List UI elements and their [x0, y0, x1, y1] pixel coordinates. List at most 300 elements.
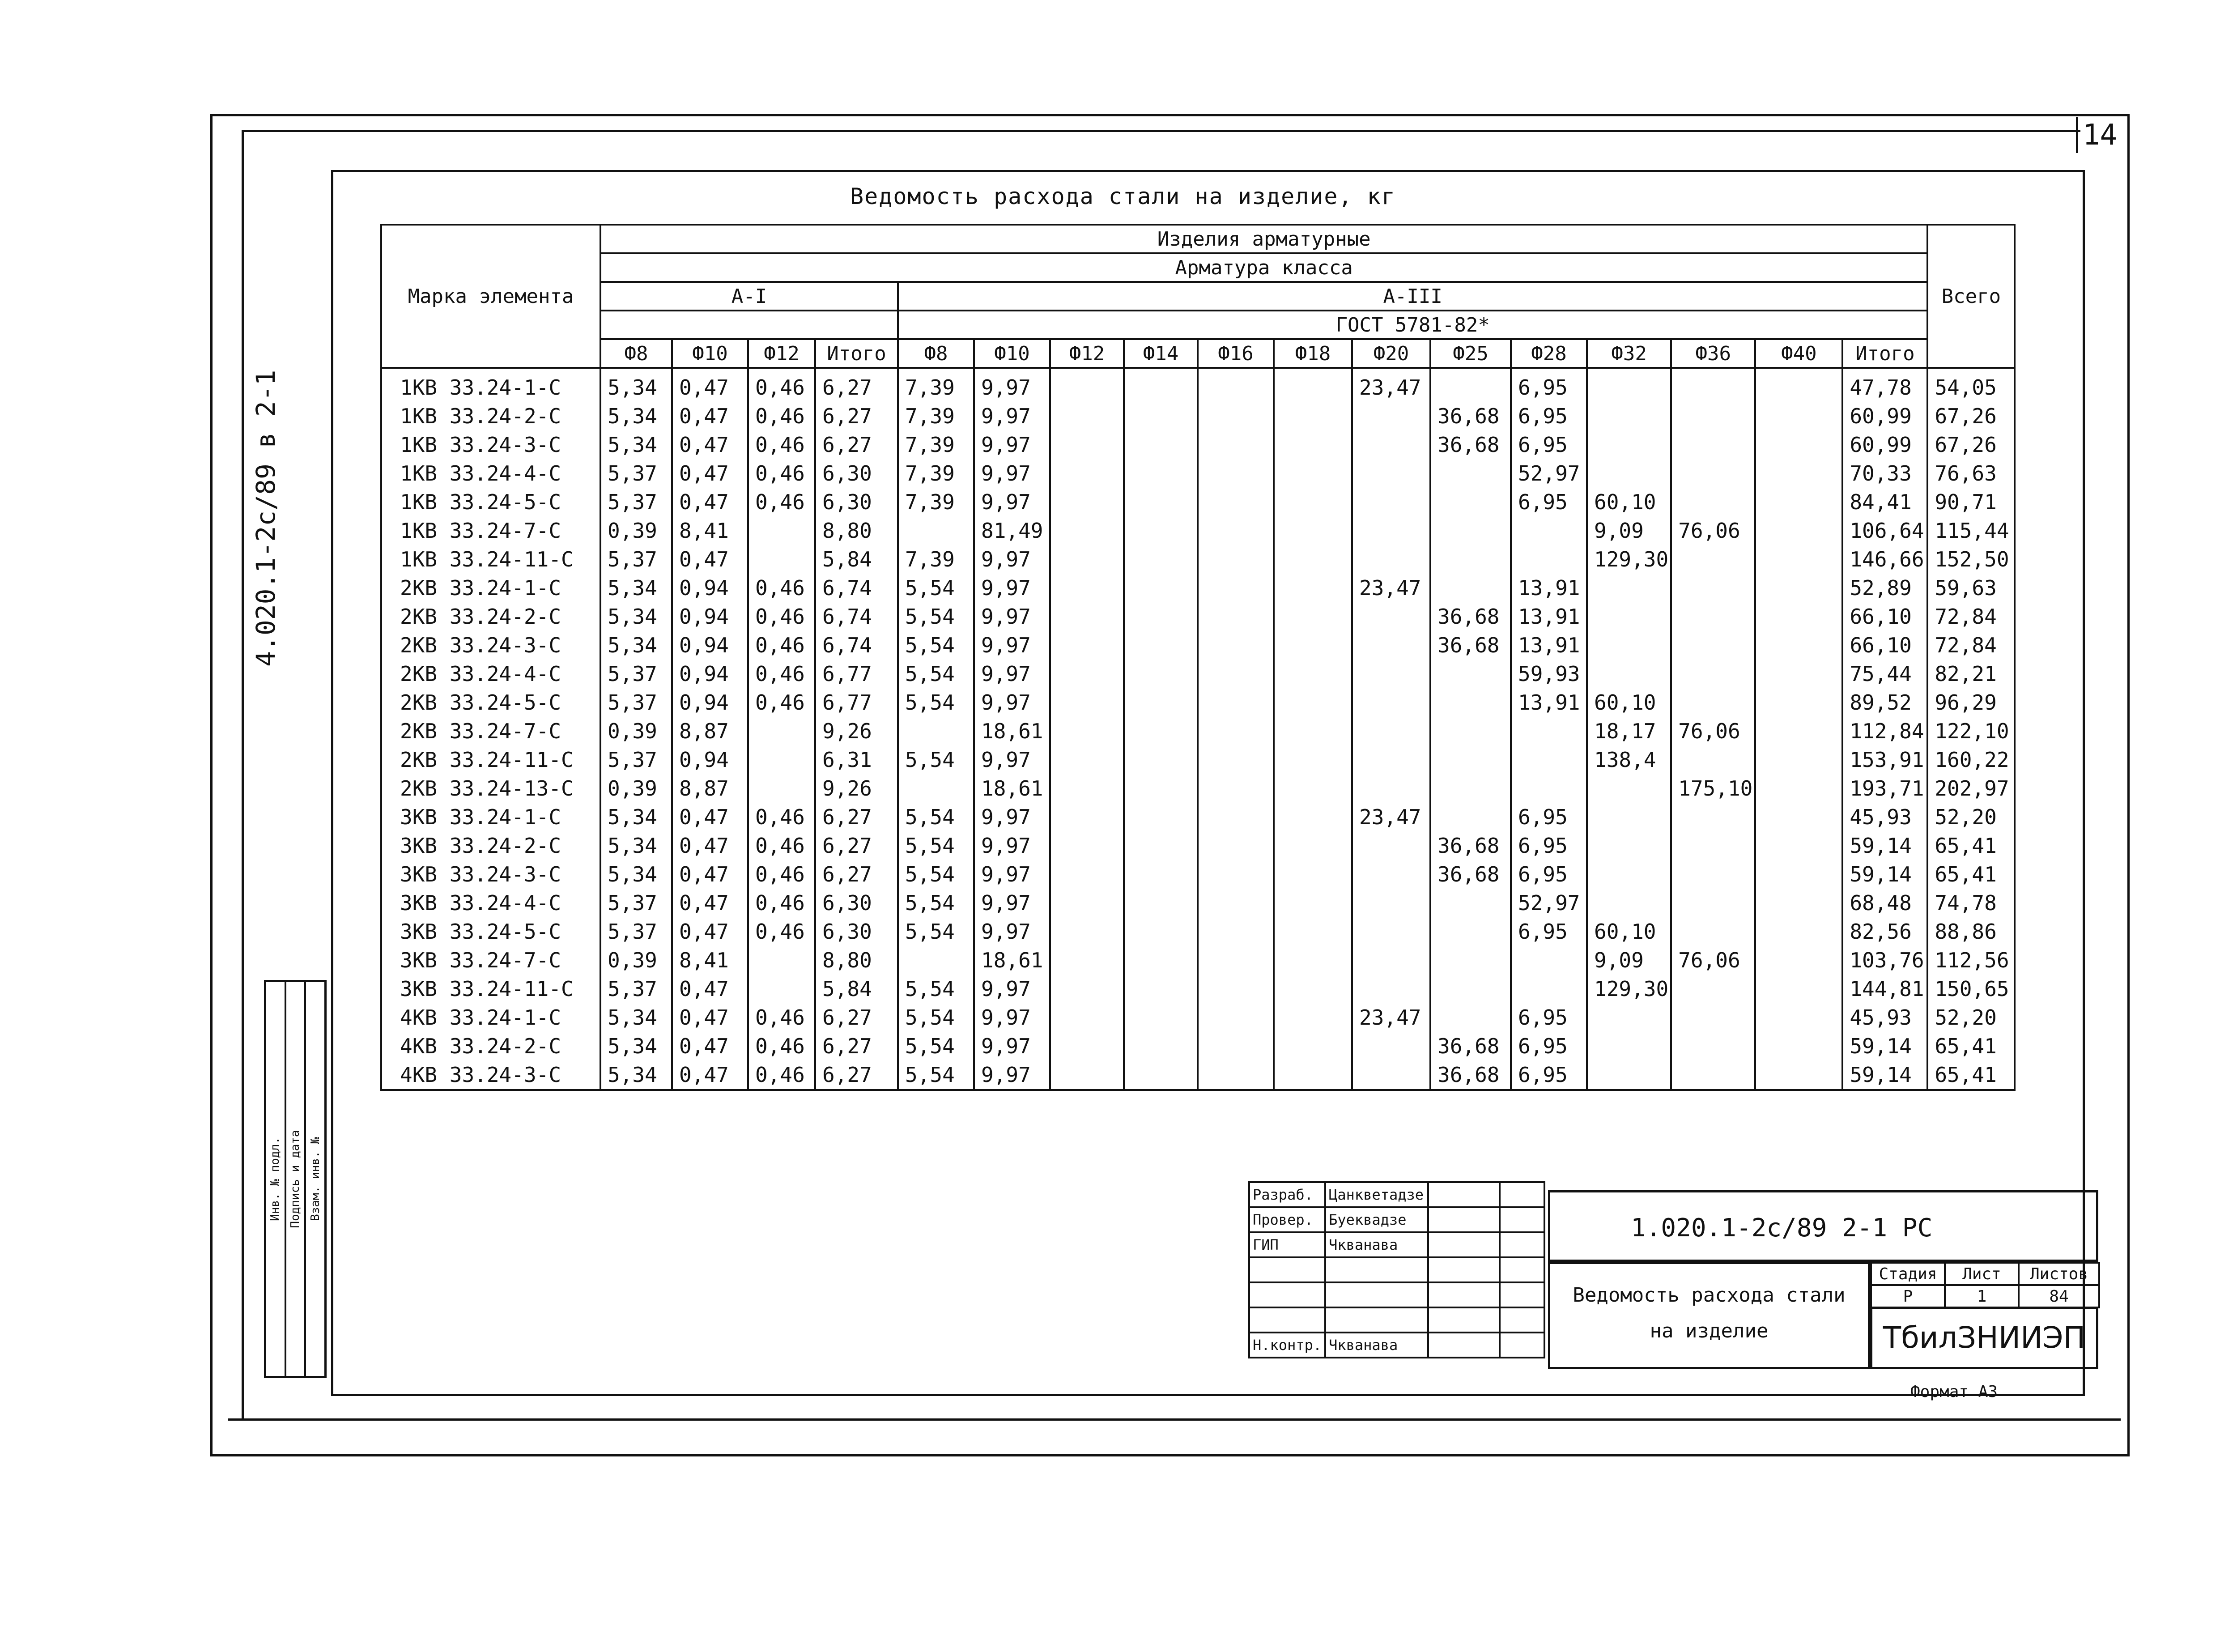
row-value: 5,34	[600, 860, 672, 889]
row-value	[1671, 831, 1755, 860]
row-value: 36,68	[1430, 1060, 1511, 1090]
table-row	[381, 860, 2015, 889]
spacer-cell	[1430, 368, 1511, 373]
stamp-date	[1500, 1307, 1544, 1333]
row-value	[1755, 803, 1842, 831]
row-value	[1274, 803, 1352, 831]
side-stamp-label: Взам. инв. №	[308, 1137, 322, 1221]
stamp-name	[1325, 1307, 1428, 1333]
row-value	[1050, 975, 1124, 1003]
row-value: 13,91	[1511, 631, 1587, 660]
row-value	[1671, 545, 1755, 574]
row-value: 0,46	[748, 803, 815, 831]
row-value: 5,37	[600, 459, 672, 488]
row-value	[1198, 516, 1274, 545]
row-value: 0,46	[748, 917, 815, 946]
row-mark: 3КВ 33.24-11-С	[381, 975, 600, 1003]
row-value: 0,94	[672, 574, 748, 602]
column-header: Ф25	[1430, 339, 1511, 368]
row-value: 52,20	[1927, 1003, 2015, 1032]
row-value: 36,68	[1430, 860, 1511, 889]
row-value: 75,44	[1842, 660, 1927, 688]
stamp-signature	[1428, 1307, 1500, 1333]
column-header: Ф8	[898, 339, 974, 368]
column-headers	[381, 339, 2015, 368]
stamp-signature	[1428, 1182, 1500, 1207]
row-value	[1124, 1060, 1198, 1090]
row-value	[1198, 831, 1274, 860]
row-value: 0,46	[748, 373, 815, 402]
row-value	[1050, 774, 1124, 803]
row-value	[1430, 545, 1511, 574]
row-value	[1430, 516, 1511, 545]
row-value	[1198, 574, 1274, 602]
row-value: 9,97	[974, 1003, 1050, 1032]
row-value	[1274, 889, 1352, 917]
stamp-row	[1249, 1207, 1544, 1232]
row-value: 45,93	[1842, 1003, 1927, 1032]
row-value	[748, 516, 815, 545]
row-value	[1755, 402, 1842, 430]
row-value	[1124, 688, 1198, 717]
row-mark: 2КВ 33.24-5-С	[381, 688, 600, 717]
row-value: 5,37	[600, 545, 672, 574]
row-value	[1511, 745, 1587, 774]
table-row	[381, 688, 2015, 717]
a1-header: А-I	[600, 282, 898, 311]
row-value: 9,97	[974, 631, 1050, 660]
side-stamp	[264, 980, 327, 1378]
row-value: 0,94	[672, 745, 748, 774]
row-value	[1198, 402, 1274, 430]
row-value: 9,97	[974, 745, 1050, 774]
row-value: 5,37	[600, 660, 672, 688]
row-value	[1198, 1060, 1274, 1090]
stamp-date	[1500, 1207, 1544, 1232]
row-value: 9,26	[815, 774, 898, 803]
row-value: 6,95	[1511, 831, 1587, 860]
row-value: 5,54	[898, 1032, 974, 1060]
row-value: 5,54	[898, 889, 974, 917]
table-row	[381, 946, 2015, 975]
row-value	[1050, 1003, 1124, 1032]
row-value	[1755, 660, 1842, 688]
row-value: 5,54	[898, 1060, 974, 1090]
row-mark: 2КВ 33.24-7-С	[381, 717, 600, 745]
column-header: Ф12	[1050, 339, 1124, 368]
row-value	[1124, 660, 1198, 688]
row-value: 5,54	[898, 917, 974, 946]
row-value	[1671, 574, 1755, 602]
row-value: 5,34	[600, 1032, 672, 1060]
row-value: 6,95	[1511, 860, 1587, 889]
row-value	[1274, 373, 1352, 402]
column-header: Ф36	[1671, 339, 1755, 368]
row-value: 9,97	[974, 660, 1050, 688]
stamp-name: Буеквадзе	[1325, 1207, 1428, 1232]
row-value: 81,49	[974, 516, 1050, 545]
row-value: 5,37	[600, 917, 672, 946]
table-row	[381, 631, 2015, 660]
table-row	[381, 717, 2015, 745]
row-value: 129,30	[1587, 975, 1671, 1003]
row-value	[1587, 1032, 1671, 1060]
row-value: 82,21	[1927, 660, 2015, 688]
row-value	[1198, 860, 1274, 889]
row-value	[1671, 688, 1755, 717]
row-mark: 4КВ 33.24-1-С	[381, 1003, 600, 1032]
row-value	[1587, 402, 1671, 430]
stamp-date	[1500, 1282, 1544, 1307]
row-value	[1755, 717, 1842, 745]
row-value: 8,41	[672, 516, 748, 545]
row-value: 6,27	[815, 402, 898, 430]
row-value	[1430, 889, 1511, 917]
row-value: 47,78	[1842, 373, 1927, 402]
row-value: 6,27	[815, 1060, 898, 1090]
side-stamp-col	[266, 982, 286, 1376]
row-value	[1671, 459, 1755, 488]
row-value	[1198, 430, 1274, 459]
row-value: 5,84	[815, 975, 898, 1003]
spacer-cell	[1587, 368, 1671, 373]
row-value: 9,97	[974, 373, 1050, 402]
spacer-cell	[815, 368, 898, 373]
stage-value: Р	[1871, 1285, 1945, 1307]
side-stamp-label: Инв. № подл.	[268, 1137, 282, 1221]
row-value	[1274, 1032, 1352, 1060]
row-value: 202,97	[1927, 774, 2015, 803]
row-value	[1198, 488, 1274, 516]
row-mark: 1КВ 33.24-7-С	[381, 516, 600, 545]
stage-table	[1870, 1262, 2100, 1308]
row-value: 5,54	[898, 745, 974, 774]
mark-header: Марка элемента	[381, 225, 600, 368]
row-value	[1198, 660, 1274, 688]
row-value: 0,47	[672, 545, 748, 574]
row-value: 0,47	[672, 1032, 748, 1060]
row-value: 5,34	[600, 602, 672, 631]
row-value: 9,97	[974, 688, 1050, 717]
row-value	[1352, 717, 1430, 745]
row-value: 23,47	[1352, 803, 1430, 831]
row-value: 152,50	[1927, 545, 2015, 574]
row-value: 9,97	[974, 459, 1050, 488]
row-value	[1198, 602, 1274, 631]
row-value: 5,54	[898, 602, 974, 631]
side-stamp-label: Подпись и дата	[289, 1130, 302, 1228]
row-value: 0,46	[748, 889, 815, 917]
row-value	[1050, 688, 1124, 717]
row-value: 5,34	[600, 803, 672, 831]
row-value	[1050, 717, 1124, 745]
row-value: 74,78	[1927, 889, 2015, 917]
row-value	[1352, 545, 1430, 574]
row-value: 36,68	[1430, 402, 1511, 430]
paper-format: Формат А3	[1910, 1383, 1998, 1401]
row-value: 76,06	[1671, 717, 1755, 745]
row-value	[1124, 745, 1198, 774]
row-value	[1671, 488, 1755, 516]
row-value: 6,77	[815, 660, 898, 688]
row-value: 45,93	[1842, 803, 1927, 831]
row-value	[1755, 602, 1842, 631]
stamp-date	[1500, 1333, 1544, 1358]
stage-header: Стадия	[1871, 1263, 1945, 1285]
row-value	[1587, 660, 1671, 688]
stamp-row	[1249, 1232, 1544, 1257]
row-value: 23,47	[1352, 1003, 1430, 1032]
row-value	[1671, 917, 1755, 946]
row-value: 0,46	[748, 574, 815, 602]
row-value	[1511, 717, 1587, 745]
row-value: 0,94	[672, 688, 748, 717]
row-value: 9,09	[1587, 516, 1671, 545]
row-value: 122,10	[1927, 717, 2015, 745]
row-value: 7,39	[898, 459, 974, 488]
row-value: 8,80	[815, 946, 898, 975]
row-value: 0,46	[748, 1003, 815, 1032]
column-header: Ф32	[1587, 339, 1671, 368]
table-row	[381, 745, 2015, 774]
products-header: Изделия арматурные	[600, 225, 1927, 253]
row-value	[1050, 803, 1124, 831]
stamp-role: ГИП	[1249, 1232, 1325, 1257]
a3-header: А-III	[898, 282, 1927, 311]
row-value: 0,46	[748, 860, 815, 889]
row-mark: 3КВ 33.24-5-С	[381, 917, 600, 946]
row-value	[1352, 946, 1430, 975]
row-value: 67,26	[1927, 430, 2015, 459]
row-value	[1124, 488, 1198, 516]
row-value: 65,41	[1927, 860, 2015, 889]
row-value: 13,91	[1511, 574, 1587, 602]
row-value: 60,99	[1842, 402, 1927, 430]
row-value: 144,81	[1842, 975, 1927, 1003]
row-value	[1587, 1060, 1671, 1090]
stamp-name: Чкванава	[1325, 1232, 1428, 1257]
row-value: 0,94	[672, 602, 748, 631]
row-value	[1671, 402, 1755, 430]
row-value: 52,89	[1842, 574, 1927, 602]
row-value	[1671, 631, 1755, 660]
row-value	[1587, 889, 1671, 917]
row-value	[1352, 860, 1430, 889]
spacer-cell	[1352, 368, 1430, 373]
row-value: 6,95	[1511, 430, 1587, 459]
row-value: 36,68	[1430, 602, 1511, 631]
row-value	[1124, 860, 1198, 889]
stamp-name: Цанкветадзе	[1325, 1182, 1428, 1207]
table-row	[381, 1060, 2015, 1090]
row-value	[1050, 459, 1124, 488]
row-value	[1430, 774, 1511, 803]
row-value	[1511, 516, 1587, 545]
row-value	[1274, 717, 1352, 745]
row-value	[1755, 688, 1842, 717]
row-value: 9,97	[974, 889, 1050, 917]
row-value	[1511, 946, 1587, 975]
row-value: 0,47	[672, 831, 748, 860]
row-value: 67,26	[1927, 402, 2015, 430]
column-header: Ф14	[1124, 339, 1198, 368]
table-row	[381, 975, 2015, 1003]
row-value	[1050, 745, 1124, 774]
row-value	[1274, 745, 1352, 774]
row-value: 0,46	[748, 488, 815, 516]
row-value: 9,97	[974, 430, 1050, 459]
column-header: Ф40	[1755, 339, 1842, 368]
row-value: 0,39	[600, 774, 672, 803]
row-value: 59,14	[1842, 1060, 1927, 1090]
row-value: 76,06	[1671, 516, 1755, 545]
row-value	[1124, 430, 1198, 459]
row-value: 5,37	[600, 688, 672, 717]
row-value	[1511, 774, 1587, 803]
row-value: 6,27	[815, 1032, 898, 1060]
row-value: 6,27	[815, 1003, 898, 1032]
row-value	[1274, 1060, 1352, 1090]
stamp-date	[1500, 1232, 1544, 1257]
row-value	[1124, 975, 1198, 1003]
row-value: 59,14	[1842, 1032, 1927, 1060]
row-mark: 3КВ 33.24-3-С	[381, 860, 600, 889]
row-value	[1274, 402, 1352, 430]
row-value	[1671, 602, 1755, 631]
row-value	[1198, 803, 1274, 831]
row-value: 6,27	[815, 430, 898, 459]
row-value	[1050, 488, 1124, 516]
spacer-cell	[1274, 368, 1352, 373]
row-value: 5,34	[600, 373, 672, 402]
row-value: 36,68	[1430, 430, 1511, 459]
row-value: 7,39	[898, 545, 974, 574]
row-value: 18,61	[974, 774, 1050, 803]
spacer-cell	[381, 368, 600, 373]
side-doc-code: 4.020.1-2с/89 в 2-1	[251, 370, 281, 667]
row-value	[1671, 430, 1755, 459]
row-mark: 1КВ 33.24-3-С	[381, 430, 600, 459]
row-value	[1587, 459, 1671, 488]
row-value: 5,37	[600, 745, 672, 774]
row-value: 9,97	[974, 860, 1050, 889]
row-value: 84,41	[1842, 488, 1927, 516]
table-row	[381, 602, 2015, 631]
row-value	[1124, 602, 1198, 631]
row-value	[1671, 745, 1755, 774]
row-value: 59,93	[1511, 660, 1587, 688]
row-value	[1352, 1032, 1430, 1060]
row-value: 65,41	[1927, 1032, 2015, 1060]
row-value	[1198, 917, 1274, 946]
row-value: 6,77	[815, 688, 898, 717]
row-value	[1274, 688, 1352, 717]
row-mark: 2КВ 33.24-4-С	[381, 660, 600, 688]
row-mark: 2КВ 33.24-13-С	[381, 774, 600, 803]
row-value	[1274, 946, 1352, 975]
row-value	[1352, 602, 1430, 631]
row-value: 60,10	[1587, 917, 1671, 946]
row-mark: 1КВ 33.24-4-С	[381, 459, 600, 488]
row-value: 89,52	[1842, 688, 1927, 717]
row-value: 0,47	[672, 402, 748, 430]
row-value: 5,54	[898, 631, 974, 660]
row-value	[1198, 373, 1274, 402]
row-value: 0,46	[748, 631, 815, 660]
row-value	[1352, 831, 1430, 860]
row-value	[1430, 488, 1511, 516]
row-value	[1430, 803, 1511, 831]
spacer-cell	[1050, 368, 1124, 373]
row-value: 52,97	[1511, 459, 1587, 488]
row-value: 82,56	[1842, 917, 1927, 946]
table-row	[381, 889, 2015, 917]
spacer-cell	[1124, 368, 1198, 373]
row-value	[1352, 631, 1430, 660]
row-value: 0,47	[672, 1060, 748, 1090]
spacer-cell	[672, 368, 748, 373]
row-value: 59,14	[1842, 831, 1927, 860]
row-value: 5,54	[898, 803, 974, 831]
stamp-name	[1325, 1282, 1428, 1307]
row-value: 9,97	[974, 803, 1050, 831]
row-value	[1124, 889, 1198, 917]
row-value	[1274, 660, 1352, 688]
table-row	[381, 831, 2015, 860]
spacer-cell	[974, 368, 1050, 373]
row-value: 90,71	[1927, 488, 2015, 516]
row-value	[1511, 545, 1587, 574]
row-value	[1430, 717, 1511, 745]
row-value	[1671, 889, 1755, 917]
row-value: 59,14	[1842, 860, 1927, 889]
stamp-signature	[1428, 1333, 1500, 1358]
row-value: 65,41	[1927, 1060, 2015, 1090]
row-value	[1587, 602, 1671, 631]
row-value	[1274, 430, 1352, 459]
row-value: 103,76	[1842, 946, 1927, 975]
stamp-signature	[1428, 1282, 1500, 1307]
stamp-signature	[1428, 1232, 1500, 1257]
row-value: 65,41	[1927, 831, 2015, 860]
row-value	[1050, 1060, 1124, 1090]
row-value: 5,54	[898, 831, 974, 860]
row-value	[1124, 574, 1198, 602]
row-value	[1050, 631, 1124, 660]
row-value: 6,95	[1511, 373, 1587, 402]
stamp-role: Н.контр.	[1249, 1333, 1325, 1358]
row-value	[1587, 373, 1671, 402]
row-value	[1430, 975, 1511, 1003]
row-value: 6,30	[815, 459, 898, 488]
row-value	[1274, 574, 1352, 602]
row-value	[1050, 1032, 1124, 1060]
row-value	[1430, 660, 1511, 688]
stamp-signature	[1428, 1207, 1500, 1232]
row-value	[1671, 975, 1755, 1003]
table-row	[381, 660, 2015, 688]
row-value	[1198, 717, 1274, 745]
row-value	[1050, 430, 1124, 459]
row-value	[1050, 516, 1124, 545]
row-mark: 4КВ 33.24-2-С	[381, 1032, 600, 1060]
row-value	[1430, 373, 1511, 402]
row-value: 6,95	[1511, 1032, 1587, 1060]
stamp-role	[1249, 1307, 1325, 1333]
row-value: 115,44	[1927, 516, 2015, 545]
document-title	[1548, 1262, 1870, 1369]
row-value: 5,54	[898, 688, 974, 717]
